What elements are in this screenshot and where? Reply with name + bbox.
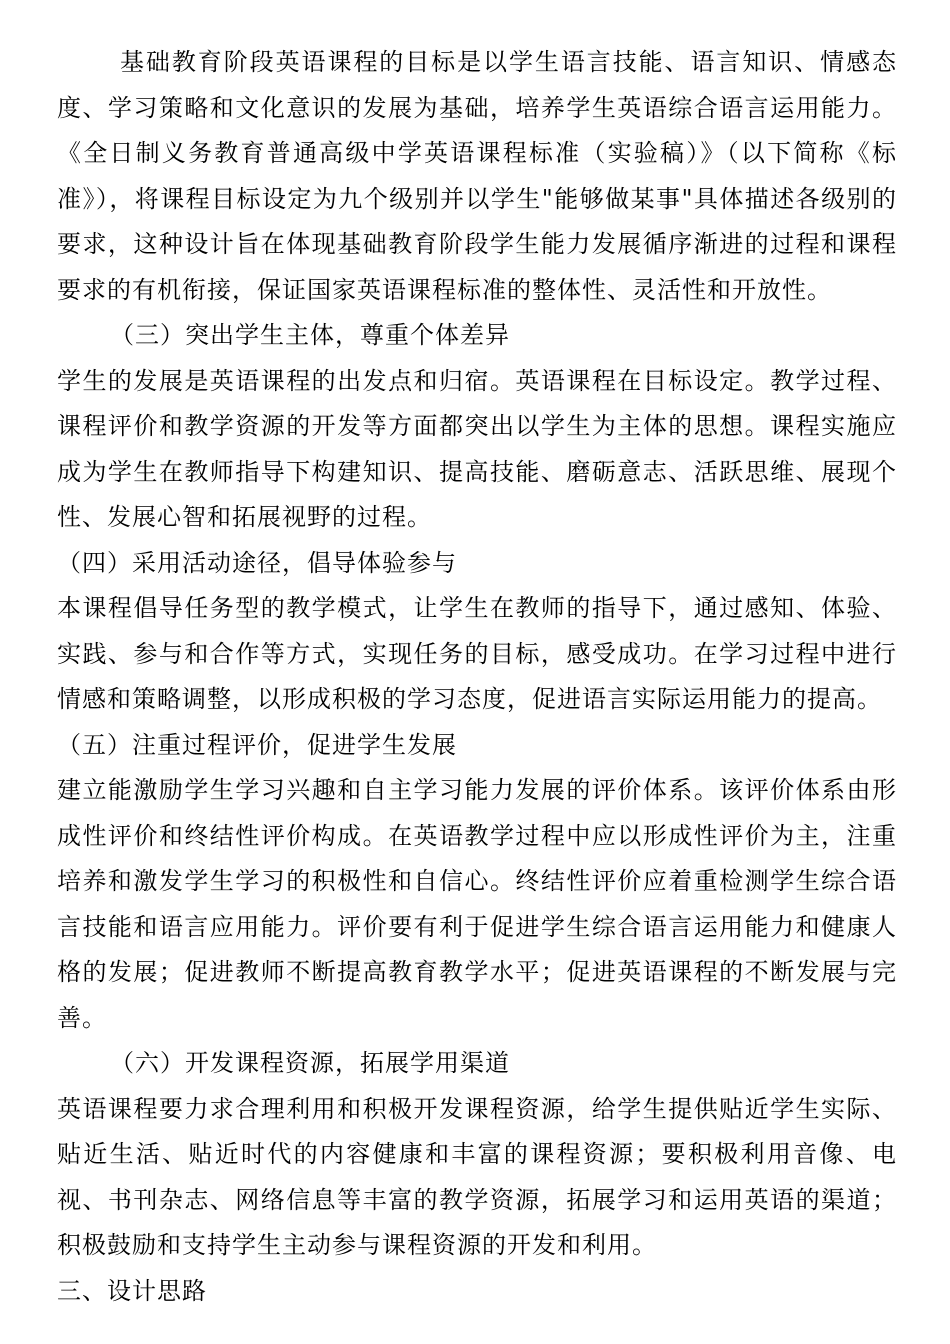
heading-activity-approach: （四）采用活动途径，倡导体验参与 <box>57 548 457 577</box>
paragraph-course-goals: 基础教育阶段英语课程的目标是以学生语言技能、语言知识、情感态度、学习策略和文化意识的发展为基础，培养学生英语综合语言运用能力。《全日制义务教育普通高级中学英语课程标准（实验稿）》（以下简称《标准》），将课程目标设定为九个级别并以学生"能够做某事"具体描述各级别的要求，这种设计旨在体现基础教育阶段学生能力发展循序渐进的过程和课程要求的有机衔接，保证国家英语课程标准的整体性、灵活性和开放性。 <box>57 48 897 304</box>
paragraph-process-evaluation: 建立能激励学生学习兴趣和自主学习能力发展的评价体系。该评价体系由形成性评价和终结性评价构成。在英语教学过程中应以形成性评价为主，注重培养和激发学生学习的积极性和自信心。终结性评价应着重检测学生综合语言技能和语言应用能力。评价要有利于促进学生综合语言运用能力和健康人格的发展；促进教师不断提高教育教学水平；促进英语课程的不断发展与完善。 <box>57 776 897 1032</box>
paragraph-course-resources: 英语课程要力求合理利用和积极开发课程资源，给学生提供贴近学生实际、贴近生活、贴近时代的内容健康和丰富的课程资源；要积极利用音像、电视、书刊杂志、网络信息等丰富的教学资源，拓展学习和运用英语的渠道；积极鼓励和支持学生主动参与课程资源的开发和利用。 <box>57 1094 897 1259</box>
heading-student-centered: （三）突出学生主体，尊重个体差异 <box>110 321 510 349</box>
heading-process-evaluation: （五）注重过程评价，促进学生发展 <box>57 730 457 759</box>
paragraph-activity-approach: 本课程倡导任务型的教学模式，让学生在教师的指导下，通过感知、体验、实践、参与和合作等方式，实现任务的目标，感受成功。在学习过程中进行情感和策略调整，以形成积极的学习态度，促进语言实际运用能力的提高。 <box>57 594 897 713</box>
document-body <box>57 40 897 1314</box>
heading-course-resources: （六）开发课程资源，拓展学用渠道 <box>110 1049 510 1077</box>
section-heading-design-ideas: 三、设计思路 <box>57 1276 207 1305</box>
paragraph-student-centered: 学生的发展是英语课程的出发点和归宿。英语课程在目标设定。教学过程、课程评价和教学资源的开发等方面都突出以学生为主体的思想。课程实施应成为学生在教师指导下构建知识、提高技能、磨砺意志、活跃思维、展现个性、发展心智和拓展视野的过程。 <box>57 366 897 531</box>
